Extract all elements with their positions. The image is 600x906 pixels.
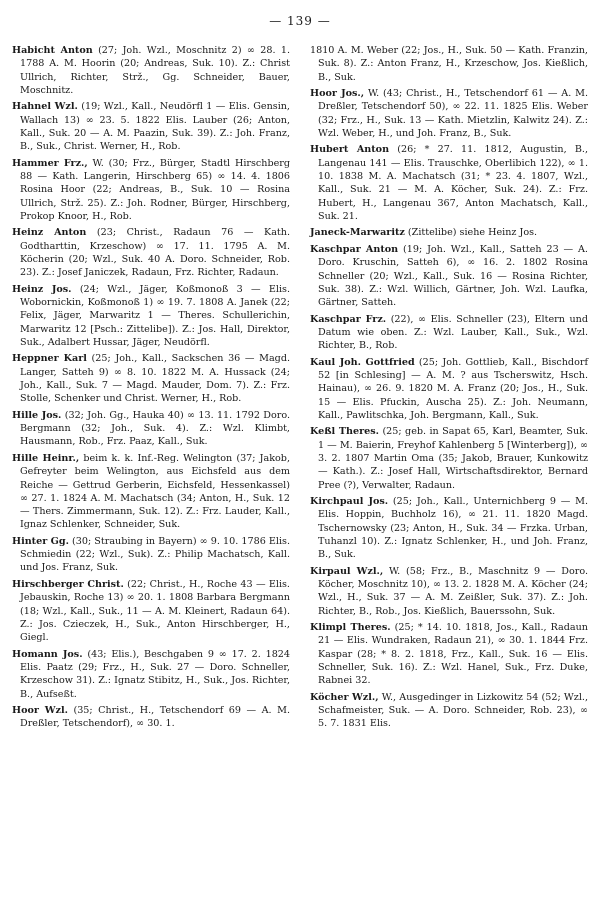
entry-text: (25; * 14. 10. 1818, Jos., Kall., Radaun 21 — Elis. Wundraken, Radaun 21), ∞ 30. 1. 1844 Frz. Kaspar (28; * 8. 2. 1818, Frz., Kall., Suk. 16 — Elis. Schneller, Suk. 16). Z.: Wzl. Hanel, Suk., Frz. Duke, Rabnei 32. <box>318 622 588 687</box>
entry-surname: Janeck-Marwaritz <box>310 227 405 239</box>
entry-text: (32; Joh. Gg., Hauka 40) ∞ 13. 11. 1792 Doro. Bergmann (32; Joh., Suk. 4). Z.: Wzl. Klimbt, Hausmann, Rob., Frz. Paaz, Kall., Suk. <box>20 409 290 448</box>
entry-surname: Heinz Anton <box>12 227 87 239</box>
register-entry <box>310 425 588 491</box>
right-column <box>310 44 588 734</box>
entry-text: (25; Joh., Kall., Sackschen 36 — Magd. Langer, Satteh 9) ∞ 8. 10. 1822 M. A. Hussack (24; Joh., Kall., Suk. 7 — Magd. Mauder, Dom. 7). Z.: Frz. Stolle, Schenker und Christ. Werner, H., Rob. <box>20 353 291 405</box>
entry-surname: Kaschpar Anton <box>310 243 399 255</box>
entry-text: (27; Joh. Wzl., Moschnitz 2) ∞ 28. 1. 1788 A. M. Hoorin (20; Andreas, Suk. 10). Z.: Christ Ullrich, Richter, Strž., Gg. Schneider, Bauer, Moschnitz. <box>20 45 290 96</box>
register-entry <box>310 621 588 687</box>
register-entry <box>12 44 290 97</box>
entry-text: beim k. k. Inf.-Reg. Welington (37; Jakob, Gefreyter beim Welington, aus Eichsfeld aus dem Reiche — Gettrud Gerberin, Eichsfeld, Hessenkassel) ∞ 27. 1. 1824 A. M. Machatsch (34; Anton, H., Suk. 12 — Thers. Zimmermann, Suk. 12). Z.: Frz. Lauder, Kall., Ignaz Schlenker, Schneider, Suk. <box>20 452 290 531</box>
entry-text: (22; Christ., H., Roche 43 — Elis. Jebauskin, Roche 13) ∞ 20. 1. 1808 Barbara Bergmann (18; Wzl., Kall., Suk., 11 — A. M. Kleinert, Radaun 64). Z.: Jos. Czieczek, H., Suk., Anton Hirschberger, H., Giegl. <box>20 578 290 644</box>
entry-text: (26; * 27. 11. 1812, Augustin, B., Langenau 141 — Elis. Trauschke, Oberlibich 122), ∞ 1. 10. 1838 M. A. Machatsch (31; * 23. 4. 1807, Wzl., Kall., Suk. 21 — M. A. Köcher, Suk. 24). Z.: Frz. Hubert, H., Langenau 367, Anton Machatsch, Kall., Suk. 21. <box>318 144 588 222</box>
register-entry <box>12 283 290 349</box>
register-entry <box>310 313 588 353</box>
register-entry <box>12 352 290 405</box>
entry-surname: Klimpl Theres. <box>310 622 391 634</box>
entry-surname: Hinter Gg. <box>12 535 69 547</box>
register-entry <box>310 565 588 618</box>
register-entry <box>12 648 290 701</box>
entry-text: W. (43; Christ., H., Tetschendorf 61 — A. M. Dreßler, Tetschendorf 50), ∞ 22. 11. 1825 Elis. Weber (32; Frz., H., Suk. 13 — Kath. Mietzlin, Kalwitz 24). Z.: Wzl. Weber, H., und Joh. Franz, B., Suk. <box>318 88 588 139</box>
entry-text: (Zittelibe) siehe Heinz Jos. <box>404 227 538 239</box>
entry-text: W., Ausgedinger in Lizkowitz 54 (52; Wzl., Schafmeister, Suk. — A. Doro. Schneider, Rob. 23), ∞ 5. 7. 1831 Elis. <box>318 691 589 730</box>
entry-text: (25; geb. in Sapat 65, Karl, Beamter, Suk. 1 — M. Baierin, Freyhof Kahlenberg 5 [Winterberg]), ∞ 3. 2. 1807 Martin Oma (35; Jakob, Brauer, Kunkowitz — Kath.). Z.: Josef Hall, Wirtschaftsdirektor, Bernard Pree (?), Verwalter, Radaun. <box>318 426 589 491</box>
register-entry <box>310 243 588 309</box>
register-entry <box>12 704 290 731</box>
entry-surname: Habicht Anton <box>12 45 93 56</box>
entry-surname: Kirchpaul Jos. <box>310 496 389 507</box>
entry-surname: Kirpaul Wzl., <box>310 565 384 577</box>
entry-surname: Hoor Jos., <box>310 88 365 100</box>
entry-text: (19; Wzl., Kall., Neudörfl 1 — Elis. Gensin, Wallach 13) ∞ 23. 5. 1822 Elis. Lauber (26; Anton, Kall., Suk. 20 — A. M. Paazin, Suk. 39). Z.: Joh. Franz, B., Suk., Christ. Werner, H., Rob. <box>20 101 290 153</box>
entry-text: (19; Joh. Wzl., Kall., Satteh 23 — A. Doro. Kruschin, Satteh 6), ∞ 16. 2. 1802 Rosina Schneller (20; Wzl., Kall., Suk. 16 — Rosina Richter, Suk. 38). Z.: Wzl. Willich, Gärtner, Joh. Wzl. Laufka, Gärtner, Satteh. <box>318 243 588 309</box>
entry-surname: Heinz Jos. <box>12 283 72 295</box>
entry-text: W. (30; Frz., Bürger, Stadtl Hirschberg 88 — Kath. Langerin, Hirschberg 65) ∞ 14. 4. 1806 Rosina Hoor (22; Andreas, B., Suk. 10 — Rosina Ullrich, Strž. 25). Z.: Joh. Rodner, Bürger, Hirschberg, Prokop Knoor, H., Rob. <box>20 157 290 222</box>
entry-surname: Kaul Joh. Gottfried <box>310 356 415 368</box>
register-entry <box>310 87 588 140</box>
register-entry <box>310 356 588 422</box>
entry-surname: Kaschpar Frz. <box>310 313 387 325</box>
entry-surname: Hubert Anton <box>310 144 390 156</box>
register-entry <box>12 226 290 279</box>
register-entry <box>12 535 290 575</box>
entry-text: W. (58; Frz., B., Maschnitz 9 — Doro. Köcher, Moschnitz 10), ∞ 13. 2. 1828 M. A. Köcher (24; Wzl., H., Suk. 37 — A. M. Zeißler, Suk. 37). Z.: Joh. Richter, B., Rob., Jos. Kießlich, Bauerssohn, Suk. <box>318 565 588 617</box>
entry-text: (25; Joh., Kall., Unternichberg 9 — M. Elis. Hoppin, Buchholz 16), ∞ 21. 11. 1820 Magd. Tschernowsky (23; Anton, H., Suk. 34 — Frzka. Urban, Tuhanzl 10). Z.: Ignatz Schlenker, H., und Joh. Franz, B., Suk. <box>318 496 588 561</box>
entry-surname: Homann Jos. <box>12 648 83 660</box>
entry-surname: Hahnel Wzl. <box>12 101 78 113</box>
entry-text: (35; Christ., H., Tetschendorf 69 — A. M. Dreßler, Tetschendorf), ∞ 30. 1. <box>20 705 290 730</box>
register-entry <box>310 226 588 239</box>
entry-text: (22), ∞ Elis. Schneller (23), Eltern und Datum wie oben. Z.: Wzl. Lauber, Kall., Suk., Wzl. Richter, B., Rob. <box>318 313 589 352</box>
entry-text: (25; Joh. Gottlieb, Kall., Bischdorf 52 [in Schlesing] — A. M. ? aus Tscherswitz, Hsch. Hainau), ∞ 26. 9. 1820 M. A. Franz (20; Jos., H., Suk. 15 — Elis. Pfuckin, Auscha 25). Z.: Joh. Neumann, Kall., Pawlitschka, Joh. Bergmann, Kall., Suk. <box>318 356 588 421</box>
entry-surname: Köcher Wzl., <box>310 691 379 703</box>
register-entry <box>12 409 290 449</box>
entry-surname: Keßl Theres. <box>310 426 380 438</box>
page-number: — 139 — <box>269 14 331 28</box>
register-entry <box>12 157 290 223</box>
entry-text: (43; Elis.), Beschgaben 9 ∞ 17. 2. 1824 Elis. Paatz (29; Frz., H., Suk. 27 — Doro. Schneller, Krzeschow 31). Z.: Ignatz Stibitz, H., Suk., Jos. Richter, B., Aufseßt. <box>20 648 291 700</box>
entry-text: (30; Straubing in Bayern) ∞ 9. 10. 1786 Elis. Schmiedin (22; Wzl., Suk). Z.: Philip Machatsch, Kall. und Jos. Franz, Suk. <box>20 535 291 574</box>
register-entry <box>310 44 588 84</box>
entry-surname: Hirschberger Christ. <box>12 578 124 590</box>
register-entry <box>12 100 290 153</box>
left-column <box>12 44 290 734</box>
entry-surname: Hille Heinr., <box>12 452 80 464</box>
entry-surname: Hille Jos. <box>12 409 62 421</box>
register-entry <box>310 691 588 731</box>
register-entry <box>310 143 588 223</box>
entry-text: 1810 A. M. Weber (22; Jos., H., Suk. 50 — Kath. Franzin, Suk. 8). Z.: Anton Franz, H., Krzeschow, Jos. Kießlich, B., Suk. <box>310 45 588 83</box>
register-entry <box>310 495 588 561</box>
register-entry <box>12 578 290 644</box>
register-entry <box>12 452 290 532</box>
entry-text: (23; Christ., Radaun 76 — Kath. Godtharttin, Krzeschow) ∞ 17. 11. 1795 A. M. Köcherin (20; Wzl., Suk. 40 A. Doro. Schneider, Rob. 23). Z.: Josef Janiczek, Radaun, Frz. Richter, Radaun. <box>20 227 290 279</box>
entry-text: (24; Wzl., Jäger, Koßmonoß 3 — Elis. Wobornickin, Koßmonoß 1) ∞ 19. 7. 1808 A. Janek (22; Felix, Jäger, Marwaritz 1 — Theres. Schullerichin, Marwaritz 12 [Psch.: Zittelibe]). Z.: Jos. Hall, Direktor, Suk., Adalbert Hussar, Jäger, Neudörfl. <box>20 283 290 348</box>
entry-surname: Hammer Frz., <box>12 157 88 169</box>
entry-surname: Hoor Wzl. <box>12 705 68 717</box>
entry-surname: Heppner Karl <box>12 353 87 365</box>
